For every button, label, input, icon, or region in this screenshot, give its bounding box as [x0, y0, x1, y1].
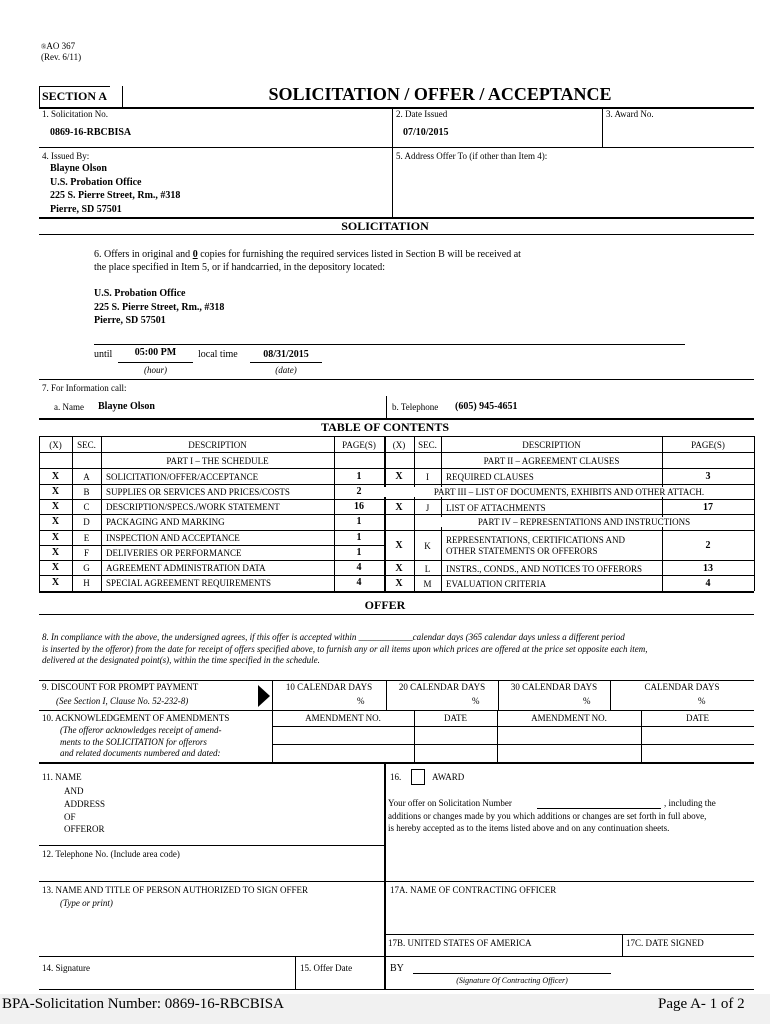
toc-header-sec: SEC.: [77, 440, 96, 450]
item10-sub-line: (The offeror acknowledges receipt of amend-: [60, 725, 222, 735]
offer-heading: OFFER: [364, 598, 406, 612]
toc-pages: 2: [356, 486, 362, 497]
info-contact-name: Blayne Olson: [98, 401, 155, 412]
award-text: , including the: [664, 798, 716, 808]
by-label: BY: [390, 963, 404, 974]
copies-count: 0: [192, 249, 198, 260]
item17b-label: 17B. UNITED STATES OF AMERICA: [388, 938, 532, 948]
item17a-label: 17A. NAME OF CONTRACTING OFFICER: [390, 885, 557, 895]
toc-header-pages: PAGE(S): [691, 440, 725, 450]
amendment-date-header: DATE: [444, 713, 467, 723]
telephone-label: b. Telephone: [392, 402, 439, 412]
signature-caption: (Signature Of Contracting Officer): [456, 976, 568, 985]
depository-line: 225 S. Pierre Street, Rm., #318: [94, 301, 225, 313]
pct-sign: %: [698, 696, 706, 706]
discount-col-10: 10 CALENDAR DAYS: [285, 682, 373, 692]
form-logo-icon: ®: [41, 43, 47, 51]
toc-desc: DELIVERIES OR PERFORMANCE: [106, 548, 242, 558]
toc-sec: D: [83, 517, 90, 527]
toc-mark: X: [51, 562, 60, 573]
item7-label: 7. For Information call:: [42, 383, 127, 393]
pct-sign: %: [583, 696, 591, 706]
toc-row-divider: [39, 575, 384, 576]
toc-desc: OTHER STATEMENTS OR OFFERORS: [446, 546, 598, 556]
toc-pages: 4: [356, 562, 362, 573]
item10-sub-line: and related documents numbered and dated:: [60, 748, 221, 758]
award-text: additions or changes made by you which additions or changes are set forth in full above,: [388, 811, 707, 821]
toc-mark: X: [51, 577, 60, 588]
date-issued: 07/10/2015: [403, 127, 449, 138]
toc-sec: L: [424, 564, 431, 574]
toc-desc: SPECIAL AGREEMENT REQUIREMENTS: [106, 578, 272, 588]
toc-row-divider: [39, 499, 384, 500]
hour-caption: (hour): [144, 365, 167, 375]
footer-page-number: Page A- 1 of 2: [658, 996, 745, 1012]
pct-sign: %: [472, 696, 480, 706]
offer-time: 05:00 PM: [134, 347, 177, 358]
toc-pages: 1: [356, 532, 362, 543]
toc-desc: SOLICITATION/OFFER/ACCEPTANCE: [106, 472, 259, 482]
item11-lines: [64, 785, 105, 836]
toc-mark: X: [51, 516, 60, 527]
discount-col-30: 30 CALENDAR DAYS: [510, 682, 598, 692]
toc-sec: A: [83, 472, 90, 482]
toc-desc: LIST OF ATTACHMENTS: [446, 503, 546, 513]
offer-date: 08/31/2015: [263, 349, 309, 360]
item1-label: 1. Solicitation No.: [42, 109, 108, 119]
solicitation-heading: SOLICITATION: [341, 219, 429, 233]
item6-text: 6. Offers in original and: [94, 249, 193, 260]
toc-desc: INSPECTION AND ACCEPTANCE: [106, 533, 240, 543]
toc-pages: 1: [356, 471, 362, 482]
arrow-right-icon: [258, 685, 270, 707]
discount-col-20: 20 CALENDAR DAYS: [398, 682, 486, 692]
item17c-label: 17C. DATE SIGNED: [626, 938, 704, 948]
item14-label: 14. Signature: [42, 963, 90, 973]
toc-mark: X: [51, 501, 60, 512]
page-title: SOLICITATION / OFFER / ACCEPTANCE: [268, 84, 612, 104]
toc-pages: 1: [356, 516, 362, 527]
toc-pages: 4: [356, 577, 362, 588]
toc-desc: EVALUATION CRITERIA: [446, 579, 547, 589]
item12-label: 12. Telephone No. (Include area code): [42, 849, 180, 859]
toc-header-x: (X): [49, 440, 62, 450]
issued-by-name: Blayne Olson: [50, 163, 107, 174]
toc-sec: B: [83, 487, 90, 497]
toc-desc: AGREEMENT ADMINISTRATION DATA: [106, 563, 266, 573]
toc-mark: X: [51, 486, 60, 497]
item9-sub: (See Section I, Clause No. 52-232-8): [56, 696, 189, 706]
toc-part3: PART III – LIST OF DOCUMENTS, EXHIBITS AND OTHER ATTACH.: [384, 487, 754, 497]
issued-by-line: U.S. Probation Office: [50, 176, 142, 188]
item3-label: 3. Award No.: [606, 109, 654, 119]
toc-desc: REPRESENTATIONS, CERTIFICATIONS AND: [446, 535, 626, 545]
item16-label: 16.: [390, 772, 402, 782]
depository-address: [94, 287, 224, 328]
toc-mark: X: [51, 471, 60, 482]
item13-label: 13. NAME AND TITLE OF PERSON AUTHORIZED TO SIGN OFFER: [42, 885, 309, 895]
item9-label: 9. DISCOUNT FOR PROMPT PAYMENT: [42, 682, 199, 692]
solicitation-number: 0869-16-RBCBISA: [50, 127, 132, 138]
toc-pages: 4: [705, 578, 711, 589]
item4-label: 4. Issued By:: [42, 151, 90, 161]
item2-label: 2. Date Issued: [396, 109, 448, 119]
toc-desc: REQUIRED CLAUSES: [446, 472, 534, 482]
toc-desc: SUPPLIES OR SERVICES AND PRICES/COSTS: [106, 487, 290, 497]
item10-sub-line: ments to the SOLICITATION for offerors: [60, 736, 207, 747]
toc-pages: 17: [703, 502, 713, 513]
item5-label: 5. Address Offer To (if other than Item 4):: [396, 151, 548, 161]
toc-header-pages: PAGE(S): [342, 440, 376, 450]
date-caption: (date): [275, 365, 297, 375]
offer-paragraph: [42, 632, 757, 667]
toc-mark: X: [51, 547, 60, 558]
toc-sec: E: [83, 533, 90, 543]
toc-row-divider: [39, 514, 384, 515]
name-label: a. Name: [54, 402, 84, 412]
issued-by-line: 225 S. Pierre Street, Rm., #318: [50, 190, 181, 201]
toc-sec: G: [83, 563, 90, 573]
amendment-no-header: AMENDMENT NO.: [531, 713, 607, 723]
toc-heading: TABLE OF CONTENTS: [320, 420, 450, 434]
toc-sec: C: [83, 502, 90, 512]
issued-by-block: [50, 162, 180, 216]
award-text: is hereby accepted as to the items listed above and on any continuation sheets.: [388, 823, 670, 833]
toc-row-divider: [39, 484, 384, 485]
item11-line: OFFEROR: [64, 824, 105, 835]
toc-pages: 3: [705, 471, 711, 482]
toc-pages: 1: [356, 547, 362, 558]
toc-sec: K: [424, 541, 431, 551]
footer-solicitation-number: BPA-Solicitation Number: 0869-16-RBCBISA: [2, 996, 284, 1012]
toc-pages: 16: [354, 501, 364, 512]
toc-desc: INSTRS., CONDS., AND NOTICES TO OFFERORS: [446, 564, 642, 574]
discount-col-other: CALENDAR DAYS: [644, 682, 720, 692]
depository-line: U.S. Probation Office: [94, 288, 186, 299]
toc-part4: PART IV – REPRESENTATIONS AND INSTRUCTIONS: [415, 517, 753, 527]
item10-label: 10. ACKNOWLEDGEMENT OF AMENDMENTS: [42, 713, 230, 723]
item11-line: AND: [64, 786, 84, 796]
toc-pages: 2: [705, 540, 711, 551]
item6-text: copies for furnishing the required services listed in Section B will be received at: [197, 249, 521, 260]
issued-by-line: Pierre, SD 57501: [50, 203, 122, 215]
award-checkbox[interactable]: [411, 769, 425, 785]
toc-sec: I: [426, 472, 429, 482]
info-telephone: (605) 945-4651: [455, 401, 518, 412]
toc-header-x: (X): [392, 440, 406, 450]
toc-mark: X: [51, 532, 60, 543]
local-time-label: local time: [198, 349, 238, 360]
toc-part1: PART I – THE SCHEDULE: [166, 456, 269, 466]
until-label: until: [94, 349, 113, 360]
toc-sec: H: [83, 578, 90, 588]
toc-mark: X: [395, 540, 403, 551]
toc-mark: X: [395, 578, 403, 589]
depository-line: Pierre, SD 57501: [94, 315, 166, 326]
item11-line: ADDRESS: [64, 798, 106, 809]
item11-line: OF: [64, 811, 76, 822]
toc-desc: DESCRIPTION/SPECS./WORK STATEMENT: [106, 502, 280, 512]
award-label: AWARD: [432, 772, 465, 782]
toc-row-divider: [39, 545, 384, 546]
toc-sec: M: [423, 579, 432, 589]
amendment-date-header: DATE: [686, 713, 709, 723]
item10-sub: [60, 725, 222, 760]
amendment-no-header: AMENDMENT NO.: [305, 713, 381, 723]
toc-header-sec: SEC.: [418, 440, 437, 450]
toc-sec: F: [83, 548, 89, 558]
section-label: SECTION A: [42, 89, 108, 103]
toc-part2: PART II – AGREEMENT CLAUSES: [483, 456, 620, 466]
form-code-text: AO 367: [46, 41, 76, 51]
award-text: Your offer on Solicitation Number: [388, 798, 512, 808]
toc-row-divider: [39, 530, 384, 531]
offer-text: is inserted by the offeror) from the date for receipt of offers specified above, to furnish any or all items upon which prices are offered at the price set opposite each item,: [42, 643, 648, 654]
toc-mark: X: [395, 563, 403, 574]
toc-header-desc: DESCRIPTION: [188, 440, 247, 450]
item11-label: 11. NAME: [42, 772, 82, 782]
item15-label: 15. Offer Date: [300, 963, 353, 973]
item6-line2: the place specified in Item 5, or if handcarried, in the depository located:: [94, 262, 386, 273]
form-code: [41, 41, 75, 51]
toc-sec: J: [425, 503, 430, 513]
offer-text: delivered at the designated point(s), within the time specified in the schedule.: [42, 655, 320, 665]
toc-mark: X: [395, 471, 403, 482]
toc-mark: X: [395, 502, 403, 513]
toc-pages: 13: [703, 563, 713, 574]
item13-sub: (Type or print): [60, 898, 113, 908]
toc-desc: PACKAGING AND MARKING: [106, 517, 225, 527]
form-revision: (Rev. 6/11): [41, 52, 82, 62]
toc-header-desc: DESCRIPTION: [522, 440, 581, 450]
toc-row-divider: [39, 560, 384, 561]
item6-line1: [94, 249, 521, 260]
pct-sign: %: [357, 696, 365, 706]
offer-text: 8. In compliance with the above, the undersigned agrees, if this offer is accepted within ____________calendar days (365 calendar days unless a different period: [42, 632, 625, 642]
